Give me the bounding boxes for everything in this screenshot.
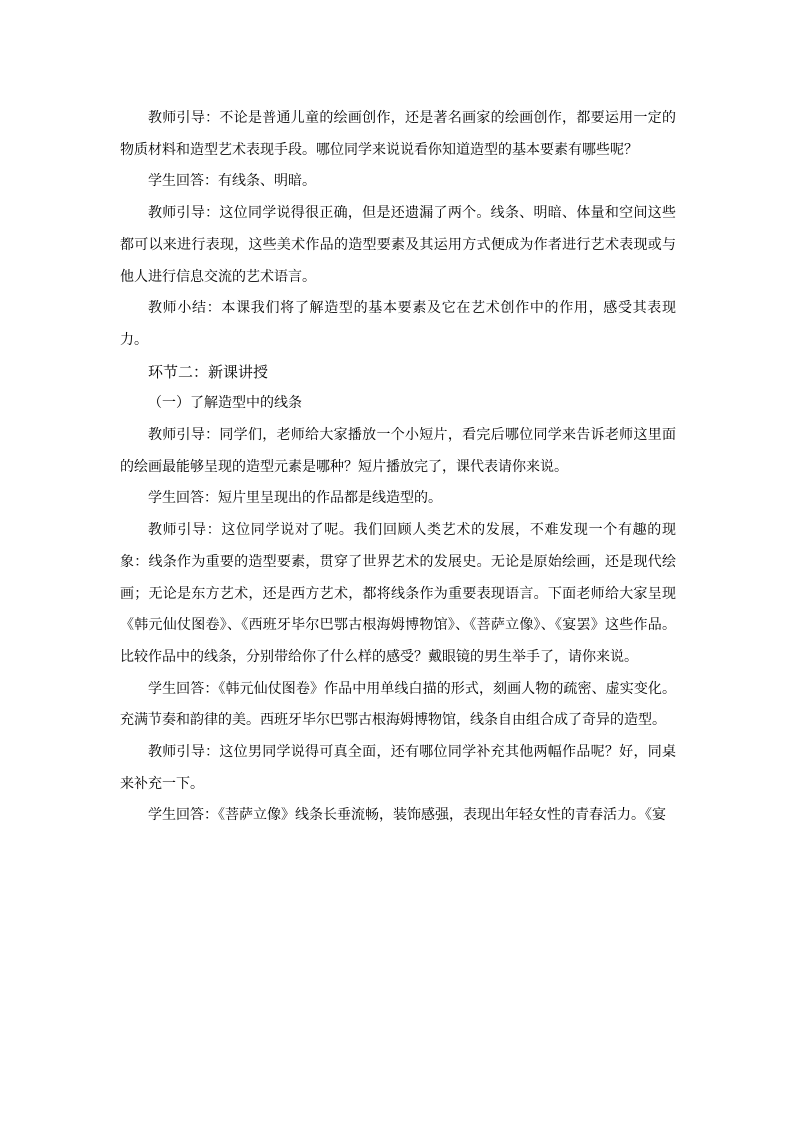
paragraph: 教师引导：同学们，老师给大家播放一个小短片，看完后哪位同学来告诉老师这里面的绘画最能够呈现的造型元素是哪种？短片播放完了，课代表请你来说。	[120, 427, 676, 475]
paragraph: 教师引导：这位同学说得很正确，但是还遗漏了两个。线条、明暗、体量和空间这些都可以来进行表现，这些美术作品的造型要素及其运用方式便成为作者进行艺术表现或与他人进行信息交流的艺术语言。	[120, 205, 676, 285]
paragraph: 学生回答：《菩萨立像》线条长垂流畅，装饰感强，表现出年轻女性的青春活力。《宴	[148, 807, 666, 824]
paragraph: 教师小结：本课我们将了解造型的基本要素及它在艺术创作中的作用，感受其表现力。	[120, 300, 676, 348]
paragraph: 教师引导：这位男同学说得可真全面，还有哪位同学补充其他两幅作品呢？好，同桌来补充一下。	[120, 744, 676, 792]
section-heading: 环节二：新课讲授	[148, 362, 269, 381]
sub-heading: （一）了解造型中的线条	[148, 395, 302, 412]
paragraph: 教师引导：这位同学说对了呢。我们回顾人类艺术的发展，不难发现一个有趣的现象：线条作为重要的造型要素，贯穿了世界艺术的发展史。无论是原始绘画，还是现代绘画；无论是东方艺术，还是西方艺术，都将线条作为重要表现语言。下面老师给大家呈现《韩元仙仗图卷》、《西班牙毕尔巴鄂古根海姆博物馆》、《菩萨立像》、《宴罢》这些作品。比较作品中的线条，分别带给你了什么样的感受？戴眼镜的男生举手了，请你来说。	[120, 522, 676, 665]
paragraph: 学生回答：《韩元仙仗图卷》作品中用单线白描的形式，刻画人物的疏密、虚实变化。充满节奏和韵律的美。西班牙毕尔巴鄂古根海姆博物馆，线条自由组合成了奇异的造型。	[120, 680, 676, 729]
paragraph: 学生回答：短片里呈现出的作品都是线造型的。	[148, 490, 442, 507]
document-body	[120, 103, 676, 832]
paragraph: 教师引导：不论是普通儿童的绘画创作，还是著名画家的绘画创作，都要运用一定的物质材料和造型艺术表现手段。哪位同学来说说看你知道造型的基本要素有哪些呢？	[120, 110, 676, 158]
paragraph: 学生回答：有线条、明暗。	[148, 173, 316, 190]
